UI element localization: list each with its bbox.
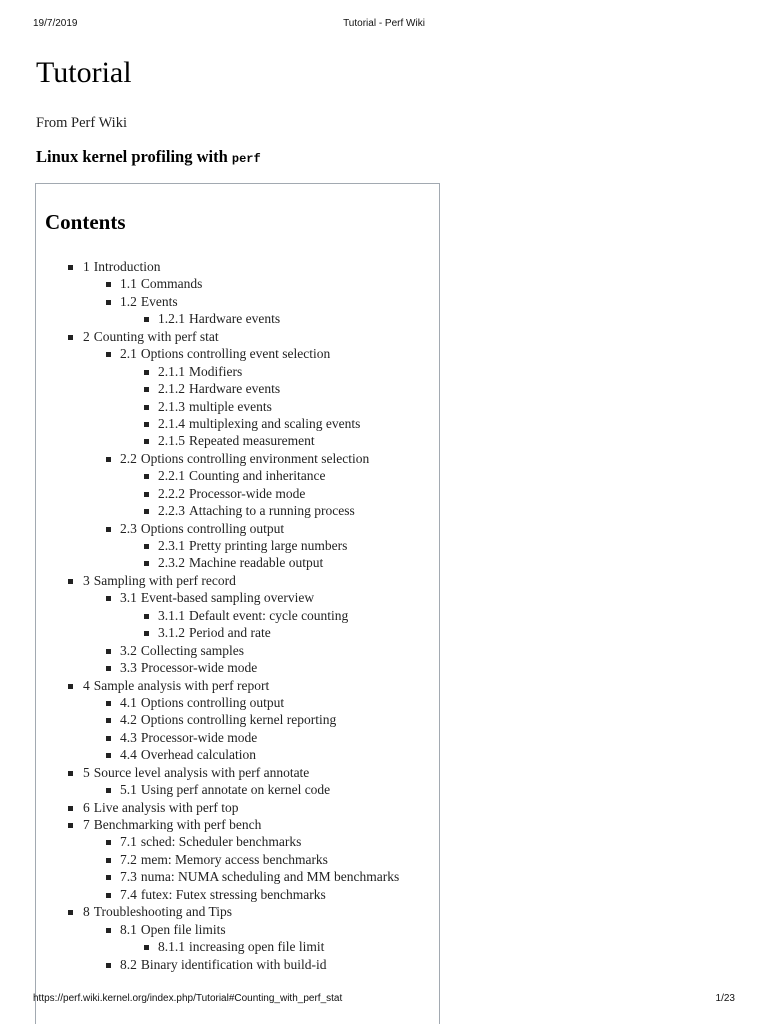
toc-item-text[interactable]: Counting with perf stat xyxy=(93,328,219,344)
toc-item-text[interactable]: Processor-wide mode xyxy=(140,729,258,745)
toc-item-text[interactable]: Hardware events xyxy=(189,381,281,397)
toc-item-number: 8.2 xyxy=(120,956,137,972)
toc-item-number: 2.1.3 xyxy=(158,398,185,414)
toc-item[interactable] xyxy=(36,485,399,502)
print-date: 19/7/2019 xyxy=(33,18,78,29)
toc-item-number: 7.4 xyxy=(120,886,137,902)
toc-item-text[interactable]: Introduction xyxy=(93,259,161,274)
toc-item[interactable] xyxy=(36,310,399,327)
toc-item-number: 2.2.1 xyxy=(158,468,185,484)
toc-item-number: 2.1.1 xyxy=(158,363,185,379)
toc-item[interactable] xyxy=(36,520,399,537)
toc-item-number: 4.3 xyxy=(120,729,137,745)
toc-item[interactable] xyxy=(36,345,399,362)
section-heading xyxy=(36,147,261,167)
toc-item-number: 2.1.2 xyxy=(158,381,185,397)
toc-item-number: 4.1 xyxy=(120,694,137,710)
toc-item-number: 1.2.1 xyxy=(158,311,185,327)
toc-item-text[interactable]: Counting and inheritance xyxy=(189,468,326,484)
toc-item-text[interactable]: Sampling with perf record xyxy=(93,572,236,588)
page-title: Tutorial xyxy=(36,56,132,89)
toc-item[interactable] xyxy=(36,624,399,641)
toc-item-number: 8.1 xyxy=(120,921,137,937)
toc-item[interactable] xyxy=(36,607,399,624)
toc-item[interactable] xyxy=(36,415,399,432)
toc-item-text[interactable]: Pretty printing large numbers xyxy=(189,538,348,553)
toc-item-text[interactable]: Hardware events xyxy=(189,311,281,327)
toc-item-number: 4 xyxy=(83,677,90,693)
toc-item-number: 3.1 xyxy=(120,590,137,606)
toc-item[interactable] xyxy=(36,328,399,345)
toc-item-number: 5 xyxy=(83,764,90,780)
toc-item-number: 2.1.4 xyxy=(158,415,185,431)
toc-item-number: 8 xyxy=(83,904,90,920)
toc-item-text[interactable]: increasing open file limit xyxy=(189,939,325,955)
toc-item-text[interactable]: multiplexing and scaling events xyxy=(189,415,361,431)
toc-item-number: 7 xyxy=(83,817,90,832)
toc-item[interactable] xyxy=(36,450,399,467)
toc-list xyxy=(36,258,399,973)
toc-item[interactable] xyxy=(36,293,399,310)
toc-item-number: 7.3 xyxy=(120,869,137,885)
toc-item-text[interactable]: Overhead calculation xyxy=(140,747,256,763)
toc-item-text[interactable]: Open file limits xyxy=(140,921,226,937)
toc-item[interactable] xyxy=(36,677,399,694)
toc-item[interactable] xyxy=(36,868,399,885)
toc-item-number: 2.3.2 xyxy=(158,555,185,571)
toc-item[interactable] xyxy=(36,642,399,659)
toc-item-number: 2.3.1 xyxy=(158,538,185,553)
toc-item-text[interactable]: Troubleshooting and Tips xyxy=(93,904,233,920)
toc-item-number: 6 xyxy=(83,799,90,815)
toc-item-text[interactable]: Collecting samples xyxy=(140,642,244,658)
toc-item-number: 3.3 xyxy=(120,660,137,676)
toc-item-number: 3 xyxy=(83,572,90,588)
toc-item[interactable] xyxy=(36,799,399,816)
toc-title: Contents xyxy=(45,210,126,234)
toc-item[interactable] xyxy=(36,886,399,903)
toc-item[interactable] xyxy=(36,851,399,868)
site-subtitle: From Perf Wiki xyxy=(36,115,127,131)
table-of-contents xyxy=(35,183,440,1024)
toc-item-text[interactable]: Live analysis with perf top xyxy=(93,799,239,815)
toc-item[interactable] xyxy=(36,956,399,973)
toc-item-text[interactable]: Repeated measurement xyxy=(189,433,315,449)
toc-item-number: 1.1 xyxy=(120,276,137,292)
toc-item-number: 4.4 xyxy=(120,747,137,763)
toc-item[interactable] xyxy=(36,275,399,292)
toc-item-number: 2 xyxy=(83,328,90,344)
toc-item-text[interactable]: multiple events xyxy=(189,398,272,414)
section-heading-code: perf xyxy=(231,152,261,166)
toc-item[interactable] xyxy=(36,781,399,798)
toc-item-number: 2.1.5 xyxy=(158,433,185,449)
toc-item[interactable] xyxy=(36,746,399,763)
toc-item-number: 7.1 xyxy=(120,834,137,850)
toc-item-text[interactable]: Modifiers xyxy=(189,363,243,379)
toc-item-number: 2.3 xyxy=(120,520,137,536)
toc-item-number: 7.2 xyxy=(120,851,137,867)
toc-item-text[interactable]: Using perf annotate on kernel code xyxy=(140,782,331,798)
toc-item[interactable] xyxy=(36,258,399,275)
toc-item-text[interactable]: Default event: cycle counting xyxy=(189,607,349,623)
toc-item-text[interactable]: Period and rate xyxy=(189,625,271,641)
toc-item-text[interactable]: Options controlling output xyxy=(140,520,285,536)
print-header xyxy=(0,18,768,32)
toc-item-text[interactable]: Attaching to a running process xyxy=(189,503,355,519)
toc-item[interactable] xyxy=(36,467,399,484)
toc-item-text[interactable]: Events xyxy=(140,293,178,309)
toc-item-number: 3.1.1 xyxy=(158,607,185,623)
toc-item[interactable] xyxy=(36,711,399,728)
toc-item-text[interactable]: Event-based sampling overview xyxy=(140,590,315,606)
toc-item[interactable] xyxy=(36,363,399,380)
toc-item-number: 2.2.3 xyxy=(158,503,185,519)
toc-item-text[interactable]: Processor-wide mode xyxy=(189,485,306,501)
toc-item[interactable] xyxy=(36,816,399,833)
toc-item-text[interactable]: Options controlling output xyxy=(140,694,285,710)
toc-item-number: 4.2 xyxy=(120,712,137,728)
toc-item-text[interactable]: Options controlling environment selection xyxy=(140,450,370,466)
toc-item-text[interactable]: Source level analysis with perf annotate xyxy=(93,764,310,780)
toc-item[interactable] xyxy=(36,554,399,571)
toc-item-text[interactable]: Binary identification with build-id xyxy=(140,956,327,972)
toc-item-number: 5.1 xyxy=(120,782,137,798)
toc-item-number: 3.1.2 xyxy=(158,625,185,641)
toc-item[interactable] xyxy=(36,398,399,415)
toc-item[interactable] xyxy=(36,659,399,676)
section-heading-text: Linux kernel profiling with xyxy=(36,147,232,166)
toc-item[interactable] xyxy=(36,502,399,519)
toc-item-text[interactable]: Benchmarking with perf bench xyxy=(93,817,262,832)
toc-item-number: 2.2 xyxy=(120,450,137,466)
toc-item-text[interactable]: futex: Futex stressing benchmarks xyxy=(140,886,326,902)
toc-item[interactable] xyxy=(36,921,399,938)
toc-item[interactable] xyxy=(36,903,399,920)
toc-item-text[interactable]: sched: Scheduler benchmarks xyxy=(140,834,302,850)
toc-item[interactable] xyxy=(36,694,399,711)
toc-item-number: 8.1.1 xyxy=(158,939,185,955)
toc-item-text[interactable]: Machine readable output xyxy=(189,555,324,571)
toc-item-number: 1 xyxy=(83,259,90,274)
toc-item-text[interactable]: Options controlling event selection xyxy=(140,346,331,362)
toc-item[interactable] xyxy=(36,833,399,850)
toc-item-text[interactable]: Options controlling kernel reporting xyxy=(140,712,337,728)
toc-item[interactable] xyxy=(36,572,399,589)
toc-item[interactable] xyxy=(36,432,399,449)
print-url: https://perf.wiki.kernel.org/index.php/Tutorial#Counting_with_perf_stat xyxy=(33,993,343,1004)
toc-item-number: 3.2 xyxy=(120,642,137,658)
toc-item[interactable] xyxy=(36,537,399,554)
toc-item-text[interactable]: numa: NUMA scheduling and MM benchmarks xyxy=(140,869,400,885)
toc-item-text[interactable]: Processor-wide mode xyxy=(140,660,258,676)
toc-item-text[interactable]: mem: Memory access benchmarks xyxy=(140,851,328,867)
print-footer xyxy=(0,993,768,1007)
toc-item[interactable] xyxy=(36,729,399,746)
toc-item[interactable] xyxy=(36,589,399,606)
toc-item-number: 2.2.2 xyxy=(158,485,185,501)
toc-item[interactable] xyxy=(36,764,399,781)
toc-item-number: 2.1 xyxy=(120,346,137,362)
toc-item-number: 1.2 xyxy=(120,293,137,309)
print-title: Tutorial - Perf Wiki xyxy=(343,18,425,29)
print-page-number: 1/23 xyxy=(715,993,735,1004)
toc-item[interactable] xyxy=(36,938,399,955)
toc-item[interactable] xyxy=(36,380,399,397)
toc-item-text[interactable]: Sample analysis with perf report xyxy=(93,677,270,693)
toc-item-text[interactable]: Commands xyxy=(140,276,203,292)
